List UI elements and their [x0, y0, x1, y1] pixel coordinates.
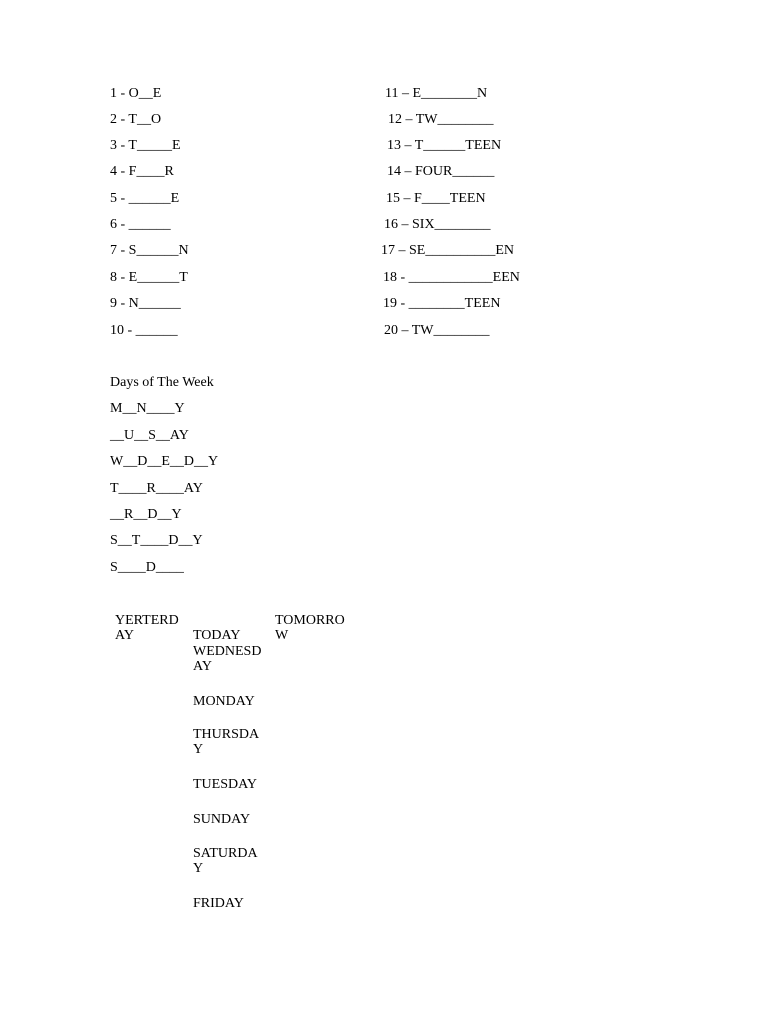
days-heading: Days of The Week	[110, 375, 214, 390]
number-item-4: 4 - F____R	[110, 164, 174, 179]
number-item-10: 10 - ______	[110, 323, 178, 338]
column-header-tomorrow: TOMORROW	[275, 613, 345, 643]
number-item-1: 1 - O__E	[110, 86, 162, 101]
today-word-4: TUESDAY	[193, 777, 258, 792]
number-item-18: 18 - ____________EEN	[383, 270, 520, 285]
number-item-3: 3 - T_____E	[110, 138, 181, 153]
number-item-17: 17 – SE__________EN	[381, 243, 514, 258]
number-item-15: 15 – F____TEEN	[386, 191, 486, 206]
number-item-13: 13 – T______TEEN	[387, 138, 502, 153]
today-word-1: WEDNESDAY	[193, 644, 262, 674]
today-word-7: FRIDAY	[193, 896, 244, 911]
number-item-6: 6 - ______	[110, 217, 171, 232]
day-item-3: W__D__E__D__Y	[110, 454, 219, 469]
day-item-4: T____R____AY	[110, 481, 203, 496]
number-item-5: 5 - ______E	[110, 191, 180, 206]
column-header-today: TODAY	[193, 628, 241, 643]
number-item-20: 20 – TW________	[384, 323, 490, 338]
number-item-14: 14 – FOUR______	[387, 164, 495, 179]
number-item-19: 19 - ________TEEN	[383, 296, 501, 311]
column-header-yesterday: YERTERDAY	[115, 613, 179, 643]
number-item-11: 11 – E________N	[385, 86, 488, 101]
day-item-5: __R__D__Y	[110, 507, 182, 522]
number-item-9: 9 - N______	[110, 296, 181, 311]
day-item-6: S__T____D__Y	[110, 533, 203, 548]
today-word-2: MONDAY	[193, 694, 255, 709]
number-item-8: 8 - E______T	[110, 270, 188, 285]
today-word-3: THURSDAY	[193, 727, 260, 757]
today-word-5: SUNDAY	[193, 812, 251, 827]
day-item-7: S____D____	[110, 560, 184, 575]
number-item-2: 2 - T__O	[110, 112, 162, 127]
number-item-7: 7 - S______N	[110, 243, 189, 258]
number-item-12: 12 – TW________	[388, 112, 494, 127]
number-item-16: 16 – SIX________	[384, 217, 491, 232]
day-item-2: __U__S__AY	[110, 428, 189, 443]
today-word-6: SATURDAY	[193, 846, 258, 876]
day-item-1: M__N____Y	[110, 401, 185, 416]
